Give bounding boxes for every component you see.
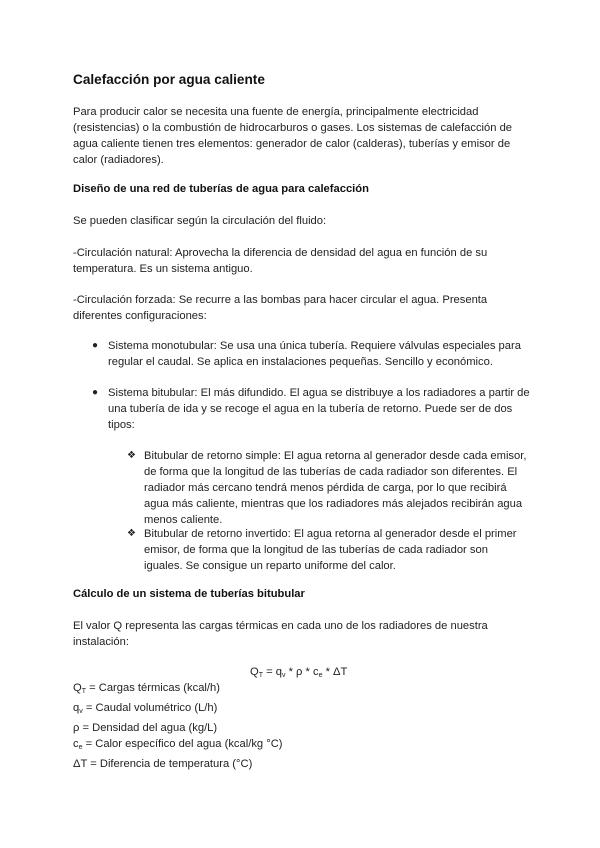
definition-row: $q_v$ = Caudal volumétrico (L/h) bbox=[73, 702, 218, 715]
definitions-list bbox=[73, 680, 283, 772]
definition-row: $Q_T$ = Cargas térmicas (kcal/h) bbox=[73, 682, 220, 695]
definition-row: ρ = Densidad del agua (kg/L) bbox=[73, 722, 218, 734]
forced-circulation-paragraph: -Circulación forzada: Se recurre a las bombas para hacer circular el agua. Presenta diferentes configuraciones: bbox=[73, 294, 488, 322]
list-item-text: Sistema bitubular: El más difundido. El agua se distribuye a los radiadores a partir de una tubería de ida y se recoge el agua en la tubería de retorno. Puede ser de dos tipos: bbox=[108, 387, 530, 431]
definition-row: ΔT = Diferencia de temperatura (°C) bbox=[73, 758, 253, 770]
page-title: Calefacción por agua caliente bbox=[73, 72, 265, 87]
q-intro-paragraph: El valor Q representa las cargas térmicas en cada uno de los radiadores de nuestra instalación: bbox=[73, 620, 488, 648]
bullet-icon: ● bbox=[92, 340, 99, 351]
section-heading-design: Diseño de una red de tuberías de agua para calefacción bbox=[73, 183, 369, 195]
formula: $Q_T = q_v * \rho * c_e * \Delta T$ bbox=[250, 666, 348, 679]
bullet-icon: ● bbox=[92, 387, 99, 398]
intro-paragraph: Para producir calor se necesita una fuente de energía, principalmente electricidad (resistencias) o la combustión de hidrocarburos o gases. Los sistemas de calefacción de agua caliente tienen tres elementos: generador de calor (calderas), tuberías y emisor de calor (radiadores). bbox=[73, 106, 513, 166]
diamond-icon: ❖ bbox=[127, 450, 136, 461]
sub-list-item-text: Bitubular de retorno invertido: El agua retorna al generador desde el primer emisor, de forma que la longitud de las tuberías de cada radiador son iguales. Se consigue un reparto uniforme del calor. bbox=[144, 528, 517, 572]
section-heading-calculation: Cálculo de un sistema de tuberías bitubular bbox=[73, 588, 305, 600]
natural-circulation-paragraph: -Circulación natural: Aprovecha la diferencia de densidad del agua en función de su temperatura. Es un sistema antiguo. bbox=[73, 247, 488, 275]
definition-row: $c_e$ = Calor específico del agua (kcal/kg °C) bbox=[73, 738, 283, 751]
list-item-text: Sistema monotubular: Se usa una única tubería. Requiere válvulas especiales para regular el caudal. Se aplica en instalaciones pequeñas. Sencillo y económico. bbox=[108, 340, 521, 368]
diamond-icon: ❖ bbox=[127, 528, 136, 539]
classify-paragraph: Se pueden clasificar según la circulación del fluido: bbox=[73, 215, 327, 227]
sub-list-item-text: Bitubular de retorno simple: El agua retorna al generador desde cada emisor, de forma que la longitud de las tuberías de cada radiador son diferentes. El radiador más cercano tendrá menos pérdida de carga, por lo que recibirá agua más caliente, mientras que los radiadores más alejados recibirán agua menos caliente. bbox=[144, 450, 527, 526]
